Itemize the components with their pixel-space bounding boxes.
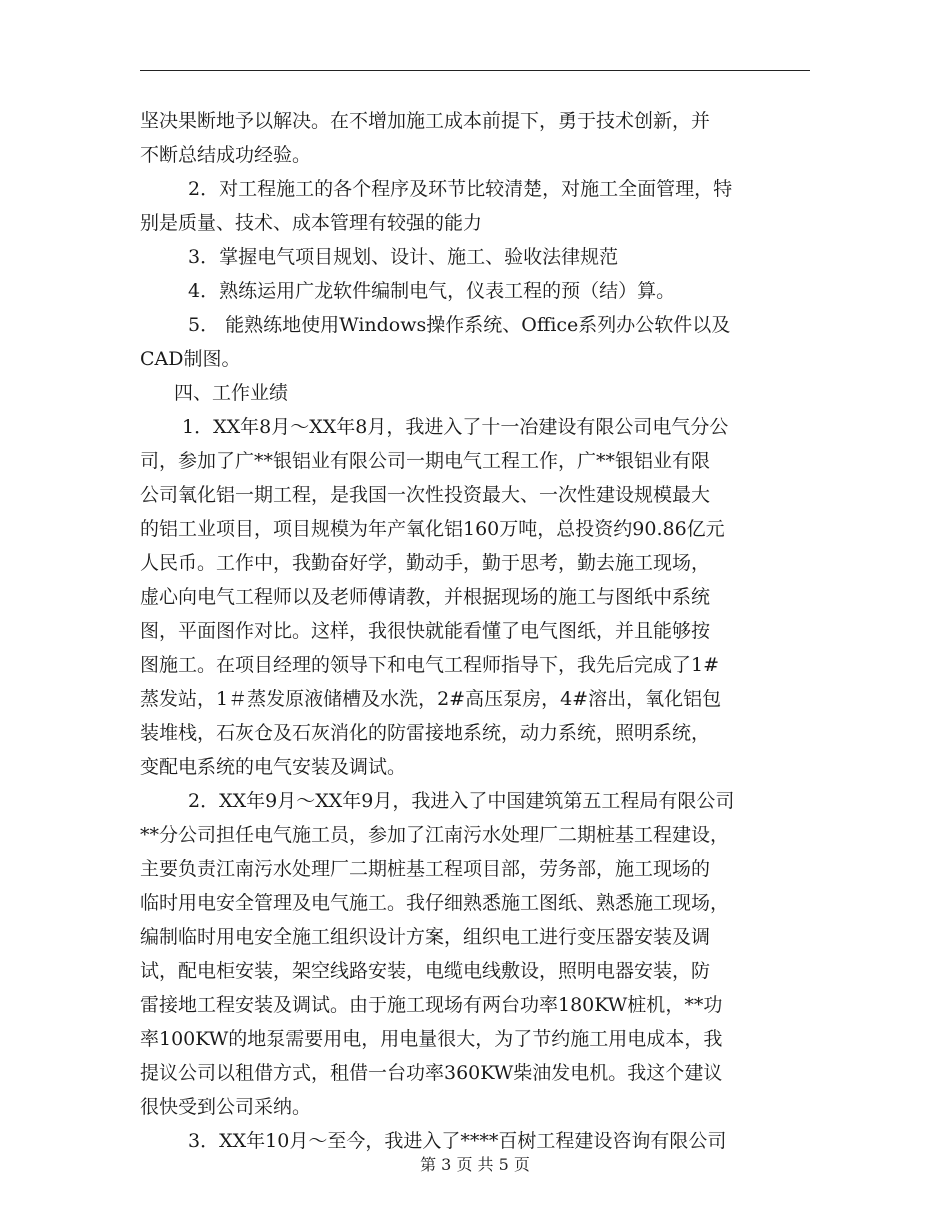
text-line: 雷接地工程安装及调试。由于施工现场有两台功率180KW桩机，**功 [140, 994, 723, 1016]
text-line: 3．XX年10月～至今，我进入了****百树工程建设咨询有限公司 [188, 1130, 727, 1152]
text-line: 4．熟练运用广龙软件编制电气，仪表工程的预（结）算。 [188, 280, 676, 302]
text-line: 3．掌握电气项目规划、设计、施工、验收法律规范 [188, 246, 619, 268]
text-line: 别是质量、技术、成本管理有较强的能力 [140, 212, 483, 234]
document-body [140, 104, 810, 1158]
text-line: 图施工。在项目经理的领导下和电气工程师指导下，我先后完成了1# [140, 654, 720, 676]
text-line: 1．XX年8月～XX年8月，我进入了十一冶建设有限公司电气分公 [182, 416, 729, 438]
page-number-label: 第 3 页 共 5 页 [420, 1155, 530, 1174]
text-line: 5． 能熟练地使用Windows操作系统、Office系列办公软件以及 [188, 314, 731, 336]
text-line: 2．对工程施工的各个程序及环节比较清楚，对施工全面管理，特 [188, 178, 733, 200]
text-line: 试，配电柜安装，架空线路安装，电缆电线敷设，照明电器安装，防 [140, 960, 711, 982]
text-line: 司，参加了广**银铝业有限公司一期电气工程工作，广**银铝业有限 [140, 450, 711, 472]
text-line: 临时用电安全管理及电气施工。我仔细熟悉施工图纸、熟悉施工现场， [140, 892, 730, 914]
text-line: 很快受到公司采纳。 [140, 1096, 312, 1118]
text-line: 变配电系统的电气安装及调试。 [140, 756, 407, 778]
text-line: 编制临时用电安全施工组织设计方案，组织电工进行变压器安装及调 [140, 926, 711, 948]
text-line: 率100KW的地泵需要用电，用电量很大，为了节约施工用电成本，我 [140, 1028, 723, 1050]
text-line: 主要负责江南污水处理厂二期桩基工程项目部，劳务部，施工现场的 [140, 858, 711, 880]
text-line: 公司氧化铝一期工程，是我国一次性投资最大、一次性建设规模最大 [140, 484, 711, 506]
text-line: 装堆栈，石灰仓及石灰消化的防雷接地系统，动力系统，照明系统， [140, 722, 711, 744]
text-line: **分公司担任电气施工员，参加了江南污水处理厂二期桩基工程建设， [140, 824, 730, 846]
text-line: CAD制图。 [140, 348, 241, 370]
header-rule [140, 70, 810, 71]
text-line: 四、工作业绩 [174, 382, 289, 404]
text-line: 虚心向电气工程师以及老师傅请教，并根据现场的施工与图纸中系统 [140, 586, 711, 608]
text-line: 的铝工业项目，项目规模为年产氧化铝160万吨，总投资约90.86亿元 [140, 518, 725, 540]
text-line: 2．XX年9月～XX年9月，我进入了中国建筑第五工程局有限公司 [188, 790, 735, 812]
text-line: 图，平面图作对比。这样，我很快就能看懂了电气图纸，并且能够按 [140, 620, 711, 642]
text-line: 不断总结成功经验。 [140, 144, 312, 166]
text-line: 坚决果断地予以解决。在不增加施工成本前提下，勇于技术创新，并 [140, 110, 711, 132]
page-footer [0, 1153, 950, 1177]
text-line: 人民币。工作中，我勤奋好学，勤动手，勤于思考，勤去施工现场， [140, 552, 711, 574]
text-line: 蒸发站，1＃蒸发原液储槽及水洗，2#高压泵房，4#溶出，氧化铝包 [140, 688, 722, 710]
text-line: 提议公司以租借方式，租借一台功率360KW柴油发电机。我这个建议 [140, 1062, 723, 1084]
